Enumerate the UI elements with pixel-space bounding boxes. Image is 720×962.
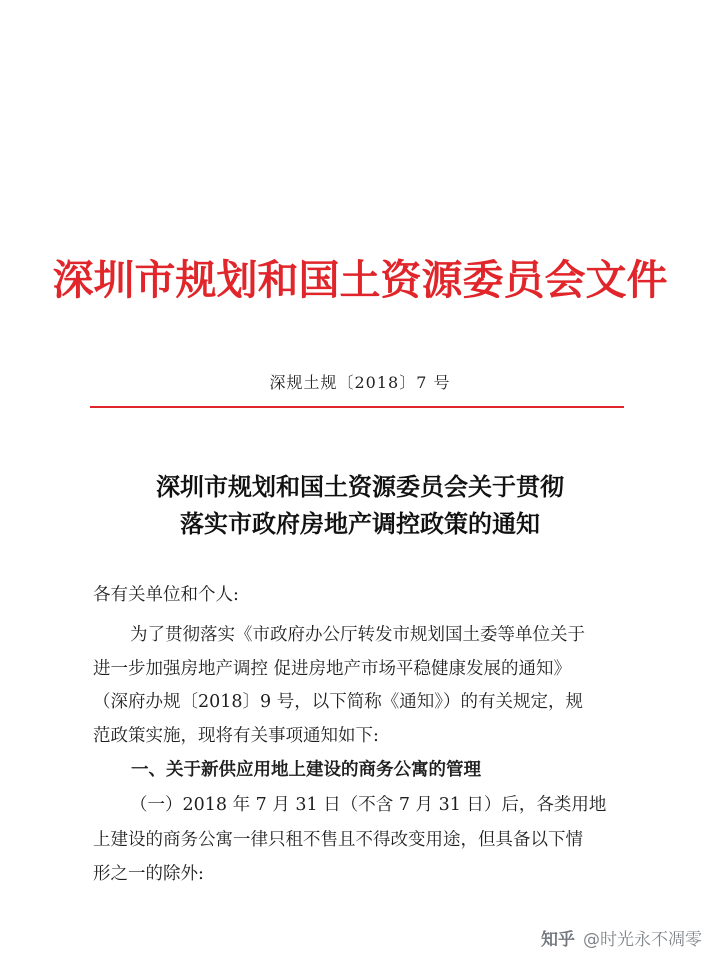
title-line-2: 落实市政府房地产调控政策的通知: [180, 509, 540, 538]
document-number: 深规土规〔2018〕7 号: [269, 373, 451, 392]
watermark-brand: 知乎: [541, 930, 575, 950]
paragraph-2-line-3: 形之一的除外:: [93, 864, 204, 884]
paragraph-2-line-2: 上建设的商务公寓一律只租不售且不得改变用途，但具备以下情: [93, 830, 583, 850]
section-heading-1: 一、关于新供应用地上建设的商务公寓的管理: [131, 760, 481, 780]
watermark-author: @时光永不凋零: [583, 930, 702, 950]
title-line-1: 深圳市规划和国土资源委员会关于贯彻: [156, 472, 564, 501]
red-divider: [90, 406, 624, 408]
document-title: [0, 468, 720, 542]
paragraph-1-line-1: 为了贯彻落实《市政府办公厅转发市规划国土委等单位关于: [130, 625, 585, 645]
paragraph-1-line-4: 范政策实施，现将有关事项通知如下:: [93, 726, 379, 746]
paragraph-2-line-1: （一）2018 年 7 月 31 日（不含 7 月 31 日）后，各类用地: [130, 795, 607, 815]
issuer-header: 深圳市规划和国土资源委员会文件: [52, 256, 668, 304]
salutation: 各有关单位和个人:: [93, 585, 239, 605]
paragraph-1-line-2: 进一步加强房地产调控 促进房地产市场平稳健康发展的通知》: [93, 659, 572, 679]
watermark: [541, 925, 702, 950]
paragraph-1-line-3: （深府办规〔2018〕9 号，以下简称《通知》）的有关规定，规: [93, 692, 583, 712]
